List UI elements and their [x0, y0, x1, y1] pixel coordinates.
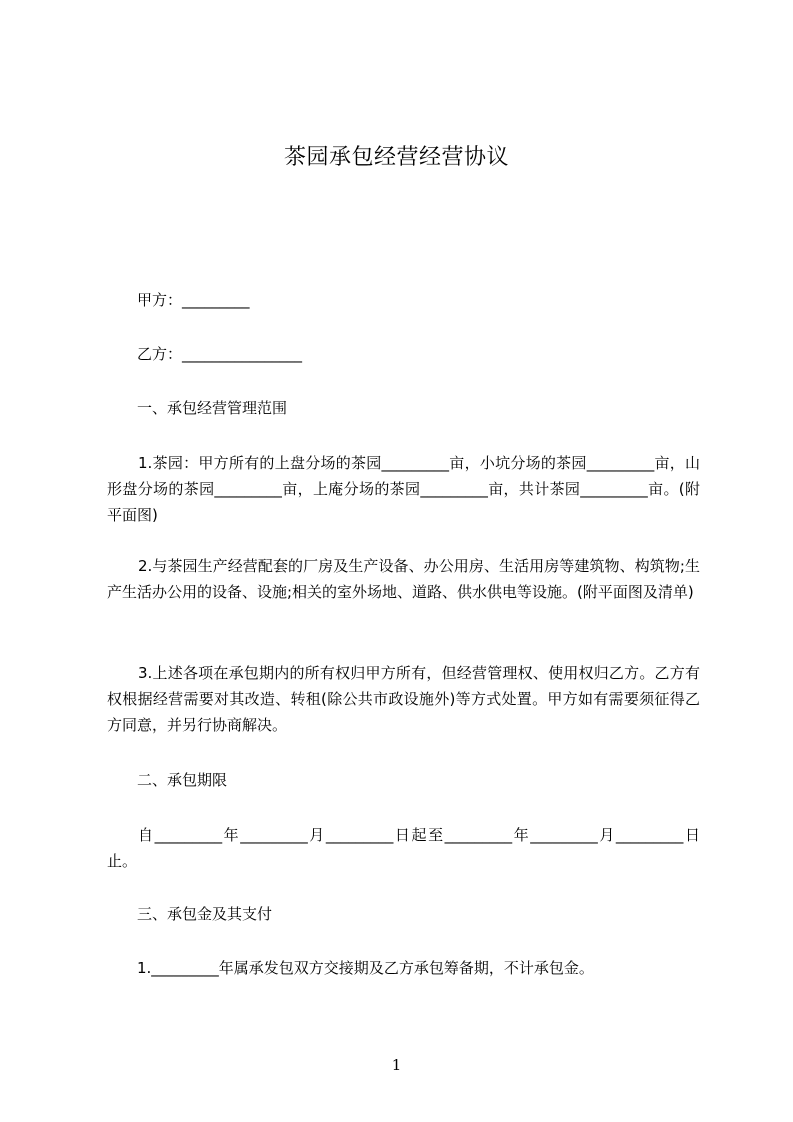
section-3-heading: 三、承包金及其支付 — [137, 905, 273, 923]
section-2-period — [107, 822, 700, 874]
section-1-item-3-text: 3.上述各项在承包期内的所有权归甲方所有，但经营管理权、使用权归乙方。乙方有权根据经营需要对其改造、转租(除公共市政设施外)等方式处置。甲方如有需要须征得乙方同意，并另行协商解决。 — [107, 664, 700, 734]
section-1-item-1-text: 1.茶园：甲方所有的上盘分场的茶园_________亩，小坑分场的茶园_________亩，山形盘分场的茶园_________亩，上庵分场的茶园_________亩，共计茶园_________亩。(附平面图) — [107, 454, 700, 524]
party-a-line: 甲方：_________ — [137, 291, 250, 309]
section-1-item-2 — [107, 553, 700, 605]
section-3-item-1: 1._________年属承发包双方交接期及乙方承包筹备期，不计承包金。 — [137, 959, 594, 977]
section-2-heading: 二、承包期限 — [137, 771, 228, 789]
party-b-line: 乙方：________________ — [137, 345, 303, 363]
section-2-period-text: 自_________年_________月_________日起至_________年_________月_________日止。 — [107, 826, 700, 870]
document-title: 茶园承包经营经营协议 — [283, 145, 509, 170]
section-1-item-3 — [107, 660, 700, 738]
section-1-heading: 一、承包经营管理范围 — [137, 399, 288, 417]
section-1-item-2-text: 2.与茶园生产经营配套的厂房及生产设备、办公用房、生活用房等建筑物、构筑物;生产生活办公用的设备、设施;相关的室外场地、道路、供水供电等设施。(附平面图及清单) — [107, 557, 700, 601]
section-1-item-1 — [107, 450, 700, 528]
page-number: 1 — [391, 1056, 402, 1074]
